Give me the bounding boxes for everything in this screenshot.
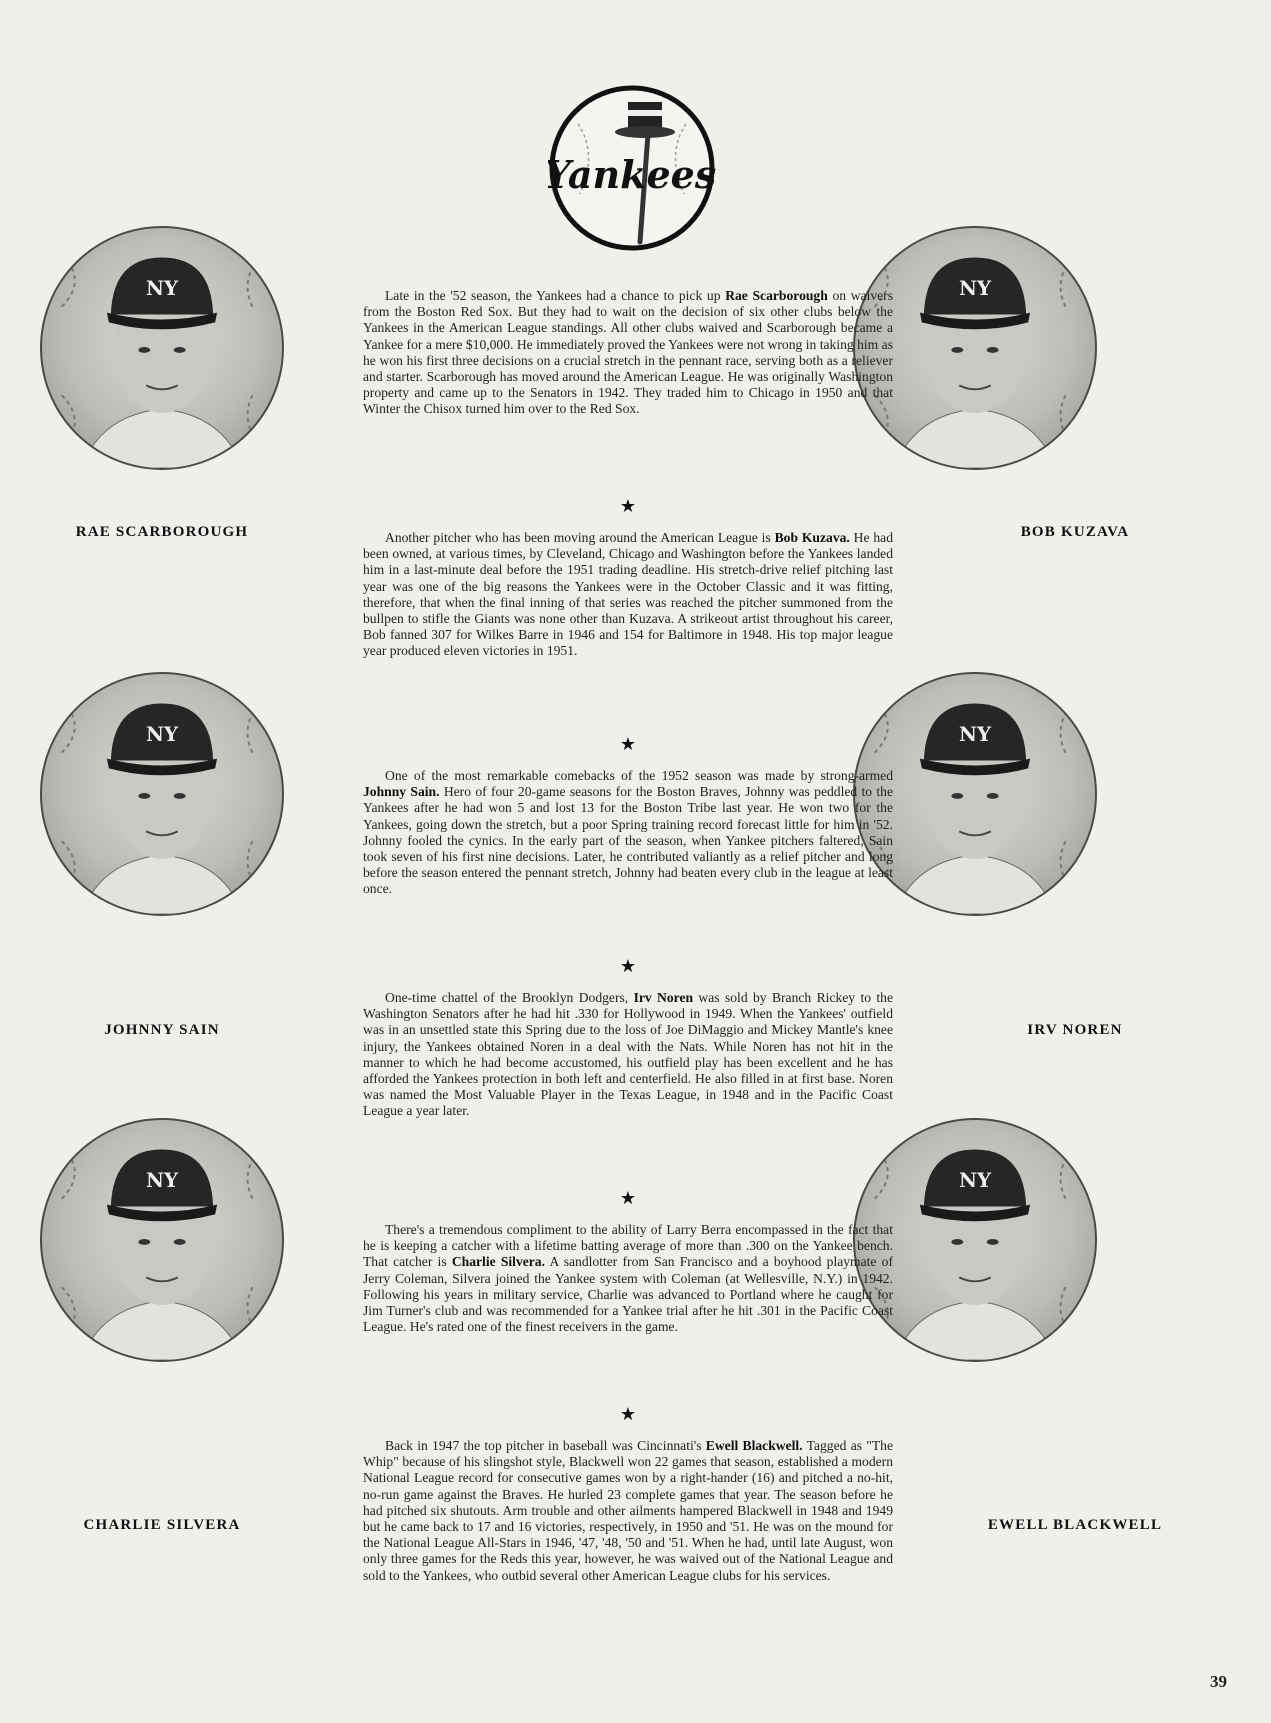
caption-player: BOB KUZAVA xyxy=(1020,524,1130,540)
star-separator-icon: ★ xyxy=(619,734,637,755)
caption-player: IRV NOREN xyxy=(1027,1022,1123,1038)
star-separator-icon: ★ xyxy=(619,1404,637,1425)
caption-player: JOHNNY SAIN xyxy=(104,1022,220,1038)
svg-text:NY: NY xyxy=(959,276,991,300)
yankees-logo xyxy=(548,84,716,252)
portrait-charlie-silvera xyxy=(40,1118,284,1362)
caption-player: RAE SCARBOROUGH xyxy=(75,524,249,540)
portrait-rae-scarborough xyxy=(40,226,284,470)
caption-player: EWELL BLACKWELL xyxy=(987,1517,1163,1533)
svg-text:NY: NY xyxy=(146,276,178,300)
player-photo-icon xyxy=(42,228,282,468)
paragraph-scarborough: Late in the '52 season, the Yankees had a chance to pick up Rae Scarborough on waivers from the Boston Red Sox. But they had to wait on the decision of six other clubs below the Yankees in the American League standings. All other clubs waived and Scarborough became a Yankee for a mere $10,000. He immediately proved the Yankees were not wrong in taking him as he won his first three decisions on a crucial stretch in the pennant race, serving both as a reliever and starter. Scarborough has moved around the American League. He was originally Washington property and came up to the Senators in 1942. They traded him to Chicago in 1950 and that Winter the Chisox turned him over to the Red Sox. xyxy=(363,288,893,417)
paragraph-kuzava: Another pitcher who has been moving around the American League is Bob Kuzava. He had been owned, at various times, by Cleveland, Chicago and Washington before the Yankees landed him in a last-minute deal before the 1951 trading deadline. His stretch-drive relief pitching last year was one of the big reasons the Yankees were in the October Classic and it was fitting, therefore, that when the final inning of that series was reached the pitcher summoned from the bullpen to stifle the Giants was none other than Kuzava. A strikeout artist throughout his career, Bob fanned 307 for Wilkes Barre in 1946 and 154 for Baltimore in 1948. His top major league year produced eleven victories in 1951. xyxy=(363,530,893,659)
svg-text:NY: NY xyxy=(959,1168,991,1192)
svg-text:NY: NY xyxy=(146,722,178,746)
svg-text:NY: NY xyxy=(959,722,991,746)
svg-text:Yankees: Yankees xyxy=(548,152,716,197)
caption-player: CHARLIE SILVERA xyxy=(83,1517,241,1533)
portrait-johnny-sain xyxy=(40,672,284,916)
star-separator-icon: ★ xyxy=(619,956,637,977)
paragraph-silvera: There's a tremendous compliment to the ability of Larry Berra encompassed in the fact that he is keeping a catcher with a lifetime batting average of more than .300 on the Yankee bench. That catcher is Charlie Silvera. A sandlotter from San Francisco and a boyhood playmate of Jerry Coleman, Silvera joined the Yankee system with Coleman (at Wellesville, N.Y.) in 1942. Following his years in military service, Charlie was advanced to Portland where he caught for Jim Turner's club and was recommended for a Yankee trial after he hit .301 in the Pacific Coast League. He's rated one of the finest receivers in the game. xyxy=(363,1222,893,1335)
player-photo-icon xyxy=(42,674,282,914)
player-photo-icon xyxy=(42,1120,282,1360)
paragraph-sain: One of the most remarkable comebacks of the 1952 season was made by strong-armed Johnny Sain. Hero of four 20-game seasons for the Boston Braves, Johnny was peddled to the Yankees after he had won 5 and lost 13 for the Boston Tribe last year. He won two for the Yankees, going down the stretch, but a poor Spring training record forecast little for him in '52. Johnny fooled the cynics. In the early part of the season, when Yankee pitchers faltered, Sain took seven of his first nine decisions. Later, he contributed valiantly as a relief pitcher and long before the season entered the pennant stretch, Johnny had beaten every club in the league at least once. xyxy=(363,768,894,897)
star-separator-icon: ★ xyxy=(619,496,637,517)
star-separator-icon: ★ xyxy=(619,1188,637,1209)
yankees-logo-icon xyxy=(548,84,716,252)
paragraph-noren: One-time chattel of the Brooklyn Dodgers, Irv Noren was sold by Branch Rickey to the Washington Senators after he had hit .330 for Hollywood in 1949. When the Yankees' outfield was in an unsettled state this Spring due to the loss of Joe DiMaggio and Mickey Mantle's knee injury, the Yankees obtained Noren in a deal with the Nats. While Noren has not hit in the manner to which he had become accustomed, his outfield play has been excellent and he has afforded the Yankees protection in both left and centerfield. He also filled in at first base. Noren was named the Most Valuable Player in the Texas League, in 1948 and in the Pacific Coast League a year later. xyxy=(363,990,894,1119)
page-number: 39 xyxy=(1210,1672,1227,1691)
svg-text:NY: NY xyxy=(146,1168,178,1192)
paragraph-blackwell: Back in 1947 the top pitcher in baseball was Cincinnati's Ewell Blackwell. Tagged as "The Whip" because of his slingshot style, Blackwell won 22 games that season, established a modern National League record for consecutive games won by a right-hander (16) and pitched a no-hit, no-run game against the Braves. He hurled 23 complete games that year. The season before he had pitched six shutouts. Arm trouble and other ailments hampered Blackwell in 1948 and 1949 but he came back to 17 and 16 victories, respectively, in 1950 and '51. He was on the mound for the National League All-Stars in 1946, '47, '48, '50 and '51. When he had, until late August, won only three games for the Reds this year, however, he was waived out of the National League and sold to the Yankees, who outbid several other American League clubs for his services. xyxy=(363,1438,893,1583)
